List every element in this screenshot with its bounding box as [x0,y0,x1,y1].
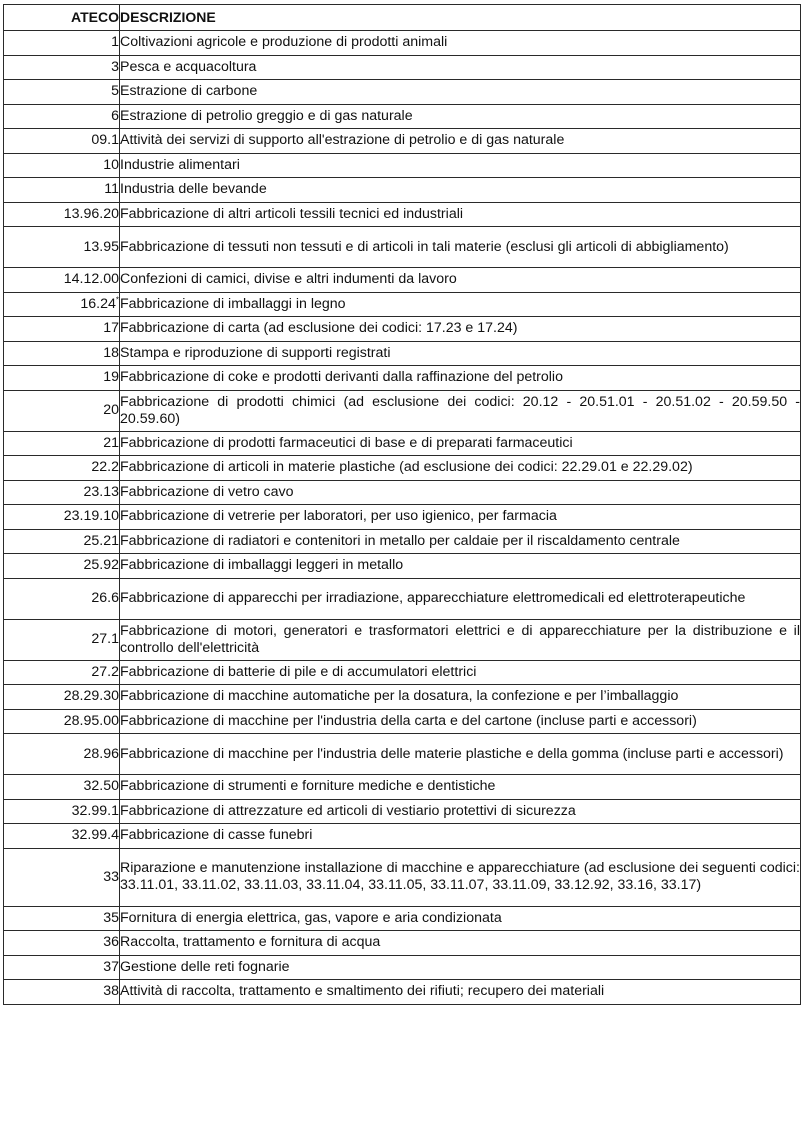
description-cell: Fabbricazione di apparecchi per irradiazione, apparecchiature elettromedicali ed elettroterapeutiche [120,578,801,619]
ateco-code: 10 [103,156,119,173]
table-body [4,31,801,1005]
description-cell: Fabbricazione di casse funebri [120,824,801,849]
description-cell: Industrie alimentari [120,153,801,178]
table-row [4,317,801,342]
table-row [4,202,801,227]
table-row [4,227,801,268]
table-row [4,955,801,980]
ateco-code-cell [4,980,120,1005]
ateco-code-cell [4,529,120,554]
description-cell: Fabbricazione di batterie di pile e di accumulatori elettrici [120,660,801,685]
description-cell: Fabbricazione di tessuti non tessuti e di articoli in tali materie (esclusi gli articoli di abbigliamento) [120,227,801,268]
ateco-code: 21 [103,434,119,451]
ateco-code-cell [4,775,120,800]
ateco-code: 27.1 [91,631,119,647]
ateco-code: 32.99.1 [71,802,119,819]
table-row [4,775,801,800]
table-row [4,341,801,366]
ateco-code-cell [4,685,120,710]
ateco-code-cell [4,480,120,505]
description-cell: Fabbricazione di altri articoli tessili tecnici ed industriali [120,202,801,227]
ateco-code: 23.19.10 [63,508,119,525]
ateco-code-cell [4,178,120,203]
footnote-mark: * [115,295,119,305]
ateco-code-cell [4,505,120,530]
header-descrizione: DESCRIZIONE [120,5,801,31]
ateco-code: 6 [111,107,119,124]
ateco-code: 28.96 [83,745,119,762]
description-cell: Fabbricazione di motori, generatori e trasformatori elettrici e di apparecchiature per la distribuzione e il controllo dell'elettricità [120,619,801,660]
ateco-code: 13.95 [83,238,119,255]
ateco-code: 1 [111,34,119,51]
description-cell: Fabbricazione di imballaggi leggeri in metallo [120,554,801,579]
ateco-code-cell [4,955,120,980]
ateco-code-cell [4,55,120,80]
description-cell: Estrazione di carbone [120,80,801,105]
ateco-code: 16.24 [80,295,116,312]
description-cell: Coltivazioni agricole e produzione di prodotti animali [120,31,801,56]
ateco-code: 18 [103,344,119,361]
ateco-code: 25.21 [83,532,119,549]
ateco-code-cell [4,554,120,579]
ateco-code-cell [4,931,120,956]
table-row [4,178,801,203]
ateco-table [3,4,801,1005]
description-cell: Fabbricazione di vetro cavo [120,480,801,505]
header-ateco: ATECO [4,5,120,31]
ateco-code: 27.2 [91,663,119,680]
ateco-code: 28.29.30 [63,688,119,705]
ateco-code: 36 [103,934,119,951]
description-cell: Fabbricazione di macchine per l'industria della carta e del cartone (incluse parti e accessori) [120,709,801,734]
ateco-code: 33 [103,868,119,885]
ateco-code: 20 [103,402,119,418]
description-cell: Fabbricazione di macchine automatiche per la dosatura, la confezione e per l’imballaggio [120,685,801,710]
table-row [4,619,801,660]
ateco-code: 17 [103,320,119,337]
description-cell: Estrazione di petrolio greggio e di gas naturale [120,104,801,129]
ateco-code-cell [4,619,120,660]
table-row [4,456,801,481]
ateco-code: 23.13 [83,483,119,500]
table-row [4,709,801,734]
table-row [4,505,801,530]
description-cell: Fabbricazione di radiatori e contenitori in metallo per caldaie per il riscaldamento centrale [120,529,801,554]
ateco-code-cell [4,578,120,619]
ateco-code-cell [4,227,120,268]
ateco-code: 09.1 [91,132,119,149]
table-row [4,906,801,931]
ateco-code-cell [4,366,120,391]
table-row [4,431,801,456]
ateco-code-cell [4,129,120,154]
table-row [4,104,801,129]
description-cell: Confezioni di camici, divise e altri indumenti da lavoro [120,268,801,293]
description-cell: Attività dei servizi di supporto all'estrazione di petrolio e di gas naturale [120,129,801,154]
ateco-code: 13.96.20 [63,205,119,222]
description-cell: Fabbricazione di attrezzature ed articoli di vestiario protettivi di sicurezza [120,799,801,824]
description-cell: Stampa e riproduzione di supporti registrati [120,341,801,366]
description-cell: Fabbricazione di coke e prodotti derivanti dalla raffinazione del petrolio [120,366,801,391]
description-cell: Fabbricazione di vetrerie per laboratori, per uso igienico, per farmacia [120,505,801,530]
table-row [4,734,801,775]
ateco-code-cell [4,80,120,105]
description-cell: Fabbricazione di macchine per l'industria delle materie plastiche e della gomma (incluse parti e accessori) [120,734,801,775]
description-cell: Riparazione e manutenzione installazione di macchine e apparecchiature (ad esclusione dei seguenti codici: 33.11.01, 33.11.02, 33.11.03, 33.11.04, 33.11.05, 33.11.07, 33.11.09, 33.12.92, 33.16, 33.17) [120,848,801,906]
ateco-code-cell [4,799,120,824]
ateco-code-cell [4,824,120,849]
table-row [4,980,801,1005]
ateco-code: 26.6 [91,590,119,606]
description-cell: Pesca e acquacoltura [120,55,801,80]
ateco-code: 14.12.00 [63,271,119,288]
ateco-code-cell [4,268,120,293]
table-row [4,292,801,317]
ateco-code-cell [4,31,120,56]
ateco-code-cell [4,390,120,431]
ateco-code-cell [4,341,120,366]
table-row [4,129,801,154]
description-cell: Fornitura di energia elettrica, gas, vapore e aria condizionata [120,906,801,931]
table-row [4,660,801,685]
description-cell: Gestione delle reti fognarie [120,955,801,980]
table-row [4,824,801,849]
ateco-code: 22.2 [91,459,119,476]
table-row [4,153,801,178]
table-row [4,685,801,710]
ateco-code: 28.95.00 [63,712,119,729]
description-cell: Attività di raccolta, trattamento e smaltimento dei rifiuti; recupero dei materiali [120,980,801,1005]
ateco-code: 37 [103,958,119,975]
description-cell: Fabbricazione di articoli in materie plastiche (ad esclusione dei codici: 22.29.01 e 22.29.02) [120,456,801,481]
description-cell: Fabbricazione di strumenti e forniture mediche e dentistiche [120,775,801,800]
description-cell: Fabbricazione di imballaggi in legno [120,292,801,317]
ateco-code: 11 [104,181,119,198]
table-row [4,848,801,906]
ateco-code: 3 [111,58,119,75]
ateco-code: 32.50 [83,778,119,795]
ateco-code: 38 [103,983,119,1000]
table-row [4,931,801,956]
table-row [4,529,801,554]
ateco-code: 25.92 [83,557,119,574]
ateco-code-cell [4,456,120,481]
table-row [4,480,801,505]
ateco-code-cell [4,660,120,685]
table-row [4,55,801,80]
table-row [4,80,801,105]
table-row [4,390,801,431]
ateco-code: 19 [103,369,119,386]
table-row [4,268,801,293]
ateco-code-cell [4,709,120,734]
ateco-code: 32.99.4 [71,827,119,844]
ateco-code-cell [4,906,120,931]
table-row [4,366,801,391]
ateco-code: 5 [111,83,119,100]
ateco-code: 35 [103,909,119,926]
description-cell: Fabbricazione di carta (ad esclusione dei codici: 17.23 e 17.24) [120,317,801,342]
table-row [4,554,801,579]
description-cell: Fabbricazione di prodotti farmaceutici di base e di preparati farmaceutici [120,431,801,456]
ateco-code-cell [4,317,120,342]
ateco-code-cell [4,153,120,178]
table-row [4,578,801,619]
ateco-code-cell [4,104,120,129]
ateco-code-cell [4,202,120,227]
ateco-code-cell [4,848,120,906]
ateco-code-cell [4,292,120,317]
header-row [4,5,801,31]
description-cell: Fabbricazione di prodotti chimici (ad esclusione dei codici: 20.12 - 20.51.01 - 20.51.02 - 20.59.50 - 20.59.60) [120,390,801,431]
description-cell: Industria delle bevande [120,178,801,203]
description-cell: Raccolta, trattamento e fornitura di acqua [120,931,801,956]
table-row [4,799,801,824]
ateco-code-cell [4,734,120,775]
table-row [4,31,801,56]
ateco-code-cell [4,431,120,456]
